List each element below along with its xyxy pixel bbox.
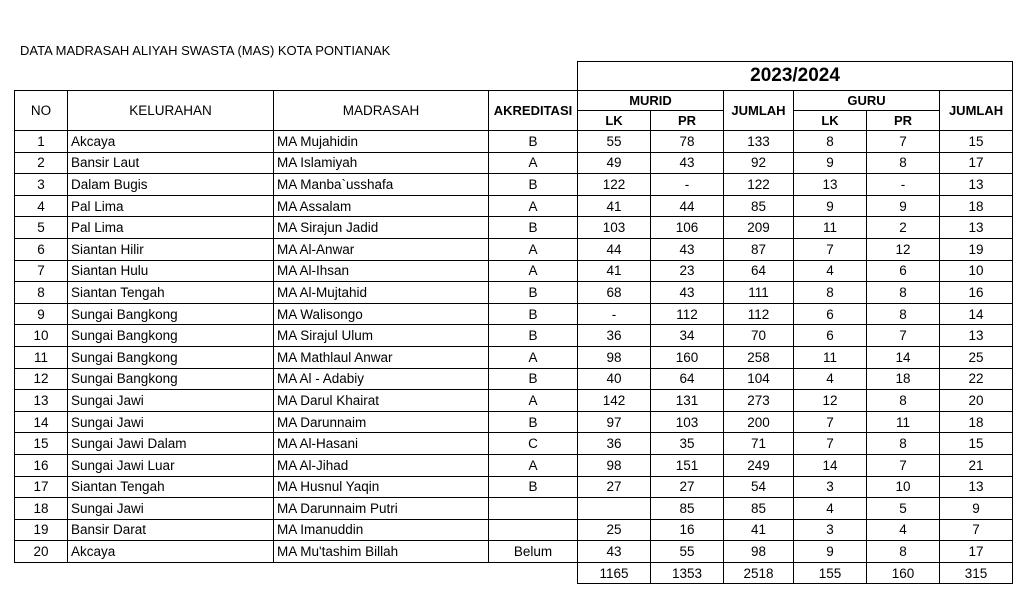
- cell-akreditasi: B: [489, 282, 578, 304]
- cell-murid-pr: 78: [651, 131, 724, 153]
- cell-madrasah: MA Mujahidin: [274, 131, 489, 153]
- table-row: [15, 390, 1013, 412]
- cell-madrasah: MA Darunnaim Putri: [274, 498, 489, 520]
- cell-no: 17: [15, 476, 68, 498]
- cell-madrasah: MA Islamiyah: [274, 152, 489, 174]
- table-row: [15, 476, 1013, 498]
- cell-guru-jumlah: 13: [940, 217, 1013, 239]
- cell-murid-jumlah: 54: [724, 476, 794, 498]
- cell-akreditasi: A: [489, 260, 578, 282]
- cell-guru-pr: 10: [867, 476, 940, 498]
- cell-guru-pr: 8: [867, 152, 940, 174]
- cell-madrasah: MA Al-Mujtahid: [274, 282, 489, 304]
- total-murid-jumlah: 2518: [724, 562, 794, 584]
- cell-guru-jumlah: 25: [940, 346, 1013, 368]
- cell-guru-jumlah: 18: [940, 411, 1013, 433]
- cell-madrasah: MA Walisongo: [274, 303, 489, 325]
- cell-madrasah: MA Darunnaim: [274, 411, 489, 433]
- cell-no: 7: [15, 260, 68, 282]
- cell-murid-lk: 68: [578, 282, 651, 304]
- table-row: [15, 433, 1013, 455]
- cell-kelurahan: Dalam Bugis: [68, 174, 274, 196]
- cell-murid-pr: 35: [651, 433, 724, 455]
- cell-guru-jumlah: 17: [940, 541, 1013, 563]
- cell-murid-pr: -: [651, 174, 724, 196]
- cell-murid-jumlah: 111: [724, 282, 794, 304]
- cell-murid-lk: 36: [578, 325, 651, 347]
- cell-guru-lk: 4: [794, 260, 867, 282]
- cell-murid-pr: 112: [651, 303, 724, 325]
- cell-guru-jumlah: 13: [940, 325, 1013, 347]
- cell-guru-pr: 2: [867, 217, 940, 239]
- cell-guru-lk: 3: [794, 519, 867, 541]
- cell-no: 12: [15, 368, 68, 390]
- table-row: [15, 174, 1013, 196]
- cell-guru-lk: 9: [794, 152, 867, 174]
- cell-kelurahan: Siantan Hilir: [68, 238, 274, 260]
- cell-madrasah: MA Sirajul Ulum: [274, 325, 489, 347]
- header-kelurahan: KELURAHAN: [68, 91, 274, 131]
- cell-akreditasi: C: [489, 433, 578, 455]
- total-murid-lk: 1165: [578, 562, 651, 584]
- cell-guru-pr: 11: [867, 411, 940, 433]
- cell-guru-jumlah: 15: [940, 433, 1013, 455]
- cell-akreditasi: A: [489, 152, 578, 174]
- cell-guru-jumlah: 15: [940, 131, 1013, 153]
- total-guru-pr: 160: [867, 562, 940, 584]
- cell-guru-lk: 3: [794, 476, 867, 498]
- cell-no: 11: [15, 346, 68, 368]
- cell-murid-lk: 98: [578, 454, 651, 476]
- cell-guru-lk: 7: [794, 411, 867, 433]
- cell-murid-pr: 43: [651, 152, 724, 174]
- cell-no: 6: [15, 238, 68, 260]
- cell-kelurahan: Sungai Bangkong: [68, 303, 274, 325]
- table-row: [15, 195, 1013, 217]
- cell-murid-jumlah: 112: [724, 303, 794, 325]
- cell-guru-jumlah: 19: [940, 238, 1013, 260]
- cell-akreditasi: A: [489, 238, 578, 260]
- cell-akreditasi: B: [489, 303, 578, 325]
- cell-murid-lk: 98: [578, 346, 651, 368]
- cell-murid-pr: 85: [651, 498, 724, 520]
- header-murid-pr: PR: [651, 111, 724, 131]
- cell-murid-jumlah: 104: [724, 368, 794, 390]
- cell-guru-jumlah: 7: [940, 519, 1013, 541]
- cell-madrasah: MA Al - Adabiy: [274, 368, 489, 390]
- cell-murid-pr: 16: [651, 519, 724, 541]
- cell-murid-jumlah: 64: [724, 260, 794, 282]
- cell-guru-jumlah: 16: [940, 282, 1013, 304]
- cell-kelurahan: Siantan Tengah: [68, 282, 274, 304]
- cell-guru-jumlah: 17: [940, 152, 1013, 174]
- year-header-row: [15, 62, 1013, 91]
- cell-kelurahan: Akcaya: [68, 131, 274, 153]
- cell-guru-pr: 12: [867, 238, 940, 260]
- cell-murid-lk: 27: [578, 476, 651, 498]
- cell-kelurahan: Pal Lima: [68, 217, 274, 239]
- header-akreditasi: AKREDITASI: [489, 91, 578, 131]
- table-row: [15, 303, 1013, 325]
- cell-guru-lk: 9: [794, 541, 867, 563]
- cell-madrasah: MA Manba`usshafa: [274, 174, 489, 196]
- cell-guru-pr: 8: [867, 282, 940, 304]
- cell-madrasah: MA Mu'tashim Billah: [274, 541, 489, 563]
- cell-no: 15: [15, 433, 68, 455]
- cell-kelurahan: Sungai Jawi: [68, 498, 274, 520]
- cell-murid-lk: 44: [578, 238, 651, 260]
- cell-murid-pr: 43: [651, 282, 724, 304]
- cell-murid-jumlah: 71: [724, 433, 794, 455]
- cell-guru-lk: 11: [794, 346, 867, 368]
- cell-murid-lk: 41: [578, 195, 651, 217]
- cell-guru-pr: 18: [867, 368, 940, 390]
- cell-no: 10: [15, 325, 68, 347]
- cell-murid-lk: 25: [578, 519, 651, 541]
- cell-guru-pr: 9: [867, 195, 940, 217]
- cell-guru-lk: 7: [794, 238, 867, 260]
- cell-guru-lk: 4: [794, 368, 867, 390]
- total-guru-jumlah: 315: [940, 562, 1013, 584]
- cell-kelurahan: Siantan Tengah: [68, 476, 274, 498]
- cell-no: 16: [15, 454, 68, 476]
- table-row: [15, 368, 1013, 390]
- page-title: DATA MADRASAH ALIYAH SWASTA (MAS) KOTA PONTIANAK: [20, 43, 391, 58]
- cell-madrasah: MA Al-Ihsan: [274, 260, 489, 282]
- table-row: [15, 152, 1013, 174]
- header-guru-lk: LK: [794, 111, 867, 131]
- cell-kelurahan: Siantan Hulu: [68, 260, 274, 282]
- cell-murid-lk: 97: [578, 411, 651, 433]
- cell-guru-lk: 14: [794, 454, 867, 476]
- cell-murid-pr: 64: [651, 368, 724, 390]
- cell-no: 9: [15, 303, 68, 325]
- cell-madrasah: MA Mathlaul Anwar: [274, 346, 489, 368]
- cell-murid-lk: 103: [578, 217, 651, 239]
- cell-murid-jumlah: 70: [724, 325, 794, 347]
- cell-guru-jumlah: 13: [940, 476, 1013, 498]
- table-row: [15, 519, 1013, 541]
- table-row: [15, 217, 1013, 239]
- cell-murid-pr: 106: [651, 217, 724, 239]
- cell-guru-lk: 13: [794, 174, 867, 196]
- cell-guru-lk: 6: [794, 303, 867, 325]
- cell-madrasah: MA Al-Anwar: [274, 238, 489, 260]
- cell-murid-jumlah: 87: [724, 238, 794, 260]
- cell-madrasah: MA Darul Khairat: [274, 390, 489, 412]
- cell-murid-jumlah: 41: [724, 519, 794, 541]
- cell-murid-lk: -: [578, 303, 651, 325]
- cell-akreditasi: B: [489, 325, 578, 347]
- cell-akreditasi: A: [489, 195, 578, 217]
- cell-no: 8: [15, 282, 68, 304]
- cell-murid-lk: 43: [578, 541, 651, 563]
- cell-murid-pr: 131: [651, 390, 724, 412]
- madrasah-table: [14, 61, 1013, 584]
- cell-akreditasi: Belum: [489, 541, 578, 563]
- cell-murid-jumlah: 249: [724, 454, 794, 476]
- cell-guru-pr: 7: [867, 131, 940, 153]
- header-murid-lk: LK: [578, 111, 651, 131]
- cell-murid-lk: [578, 498, 651, 520]
- cell-guru-pr: 7: [867, 454, 940, 476]
- table-row: [15, 411, 1013, 433]
- cell-guru-pr: 14: [867, 346, 940, 368]
- cell-kelurahan: Akcaya: [68, 541, 274, 563]
- table-row: [15, 346, 1013, 368]
- cell-murid-pr: 23: [651, 260, 724, 282]
- cell-no: 3: [15, 174, 68, 196]
- cell-guru-lk: 7: [794, 433, 867, 455]
- cell-guru-lk: 11: [794, 217, 867, 239]
- cell-guru-pr: 8: [867, 390, 940, 412]
- header-murid: MURID: [578, 91, 724, 111]
- cell-madrasah: MA Al-Hasani: [274, 433, 489, 455]
- cell-guru-lk: 8: [794, 131, 867, 153]
- cell-akreditasi: [489, 519, 578, 541]
- cell-kelurahan: Bansir Laut: [68, 152, 274, 174]
- cell-madrasah: MA Husnul Yaqin: [274, 476, 489, 498]
- cell-akreditasi: B: [489, 131, 578, 153]
- cell-akreditasi: A: [489, 454, 578, 476]
- cell-kelurahan: Sungai Jawi Luar: [68, 454, 274, 476]
- cell-murid-pr: 55: [651, 541, 724, 563]
- cell-guru-pr: 8: [867, 433, 940, 455]
- cell-guru-pr: 4: [867, 519, 940, 541]
- cell-guru-pr: 8: [867, 303, 940, 325]
- cell-murid-pr: 34: [651, 325, 724, 347]
- cell-murid-lk: 36: [578, 433, 651, 455]
- cell-kelurahan: Bansir Darat: [68, 519, 274, 541]
- header-madrasah: MADRASAH: [274, 91, 489, 131]
- cell-guru-pr: 6: [867, 260, 940, 282]
- cell-murid-lk: 142: [578, 390, 651, 412]
- cell-guru-jumlah: 14: [940, 303, 1013, 325]
- cell-kelurahan: Sungai Bangkong: [68, 368, 274, 390]
- cell-akreditasi: B: [489, 174, 578, 196]
- header-guru: GURU: [794, 91, 940, 111]
- cell-murid-lk: 122: [578, 174, 651, 196]
- cell-no: 18: [15, 498, 68, 520]
- table-row: [15, 282, 1013, 304]
- cell-kelurahan: Sungai Bangkong: [68, 346, 274, 368]
- cell-no: 20: [15, 541, 68, 563]
- total-murid-pr: 1353: [651, 562, 724, 584]
- cell-akreditasi: B: [489, 411, 578, 433]
- table-row: [15, 454, 1013, 476]
- cell-guru-jumlah: 21: [940, 454, 1013, 476]
- header-spacer: [15, 62, 578, 91]
- cell-no: 4: [15, 195, 68, 217]
- cell-guru-pr: 8: [867, 541, 940, 563]
- cell-guru-jumlah: 22: [940, 368, 1013, 390]
- cell-akreditasi: B: [489, 368, 578, 390]
- totals-row: [15, 562, 1013, 584]
- cell-murid-jumlah: 200: [724, 411, 794, 433]
- cell-murid-pr: 43: [651, 238, 724, 260]
- cell-murid-jumlah: 273: [724, 390, 794, 412]
- cell-madrasah: MA Al-Jihad: [274, 454, 489, 476]
- cell-guru-lk: 8: [794, 282, 867, 304]
- cell-guru-pr: 7: [867, 325, 940, 347]
- column-header-row: [15, 91, 1013, 111]
- cell-kelurahan: Sungai Bangkong: [68, 325, 274, 347]
- cell-no: 2: [15, 152, 68, 174]
- table-row: [15, 541, 1013, 563]
- cell-guru-pr: 5: [867, 498, 940, 520]
- cell-kelurahan: Sungai Jawi Dalam: [68, 433, 274, 455]
- cell-no: 1: [15, 131, 68, 153]
- cell-murid-lk: 40: [578, 368, 651, 390]
- cell-murid-pr: 160: [651, 346, 724, 368]
- cell-murid-jumlah: 85: [724, 498, 794, 520]
- cell-murid-pr: 27: [651, 476, 724, 498]
- table-row: [15, 325, 1013, 347]
- cell-guru-jumlah: 10: [940, 260, 1013, 282]
- cell-murid-jumlah: 209: [724, 217, 794, 239]
- cell-murid-jumlah: 258: [724, 346, 794, 368]
- cell-akreditasi: A: [489, 390, 578, 412]
- cell-murid-lk: 55: [578, 131, 651, 153]
- year-header: 2023/2024: [578, 62, 1013, 91]
- cell-guru-jumlah: 9: [940, 498, 1013, 520]
- cell-kelurahan: Pal Lima: [68, 195, 274, 217]
- cell-akreditasi: B: [489, 217, 578, 239]
- cell-akreditasi: A: [489, 346, 578, 368]
- header-no: NO: [15, 91, 68, 131]
- header-guru-jumlah: JUMLAH: [940, 91, 1013, 131]
- cell-kelurahan: Sungai Jawi: [68, 411, 274, 433]
- cell-madrasah: MA Sirajun Jadid: [274, 217, 489, 239]
- cell-akreditasi: B: [489, 476, 578, 498]
- cell-murid-pr: 44: [651, 195, 724, 217]
- cell-guru-lk: 4: [794, 498, 867, 520]
- table-row: [15, 260, 1013, 282]
- cell-no: 13: [15, 390, 68, 412]
- header-guru-pr: PR: [867, 111, 940, 131]
- table-row: [15, 131, 1013, 153]
- header-murid-jumlah: JUMLAH: [724, 91, 794, 131]
- cell-murid-jumlah: 133: [724, 131, 794, 153]
- cell-murid-jumlah: 85: [724, 195, 794, 217]
- table-row: [15, 498, 1013, 520]
- cell-madrasah: MA Imanuddin: [274, 519, 489, 541]
- cell-kelurahan: Sungai Jawi: [68, 390, 274, 412]
- cell-murid-jumlah: 98: [724, 541, 794, 563]
- cell-guru-jumlah: 18: [940, 195, 1013, 217]
- cell-no: 14: [15, 411, 68, 433]
- cell-murid-jumlah: 92: [724, 152, 794, 174]
- cell-murid-pr: 103: [651, 411, 724, 433]
- cell-guru-pr: -: [867, 174, 940, 196]
- cell-murid-lk: 49: [578, 152, 651, 174]
- total-guru-lk: 155: [794, 562, 867, 584]
- cell-guru-lk: 6: [794, 325, 867, 347]
- cell-madrasah: MA Assalam: [274, 195, 489, 217]
- cell-no: 19: [15, 519, 68, 541]
- cell-akreditasi: [489, 498, 578, 520]
- cell-murid-pr: 151: [651, 454, 724, 476]
- cell-no: 5: [15, 217, 68, 239]
- cell-murid-lk: 41: [578, 260, 651, 282]
- cell-guru-jumlah: 20: [940, 390, 1013, 412]
- totals-spacer: [15, 562, 578, 584]
- cell-murid-jumlah: 122: [724, 174, 794, 196]
- cell-guru-lk: 9: [794, 195, 867, 217]
- cell-guru-jumlah: 13: [940, 174, 1013, 196]
- cell-guru-lk: 12: [794, 390, 867, 412]
- table-row: [15, 238, 1013, 260]
